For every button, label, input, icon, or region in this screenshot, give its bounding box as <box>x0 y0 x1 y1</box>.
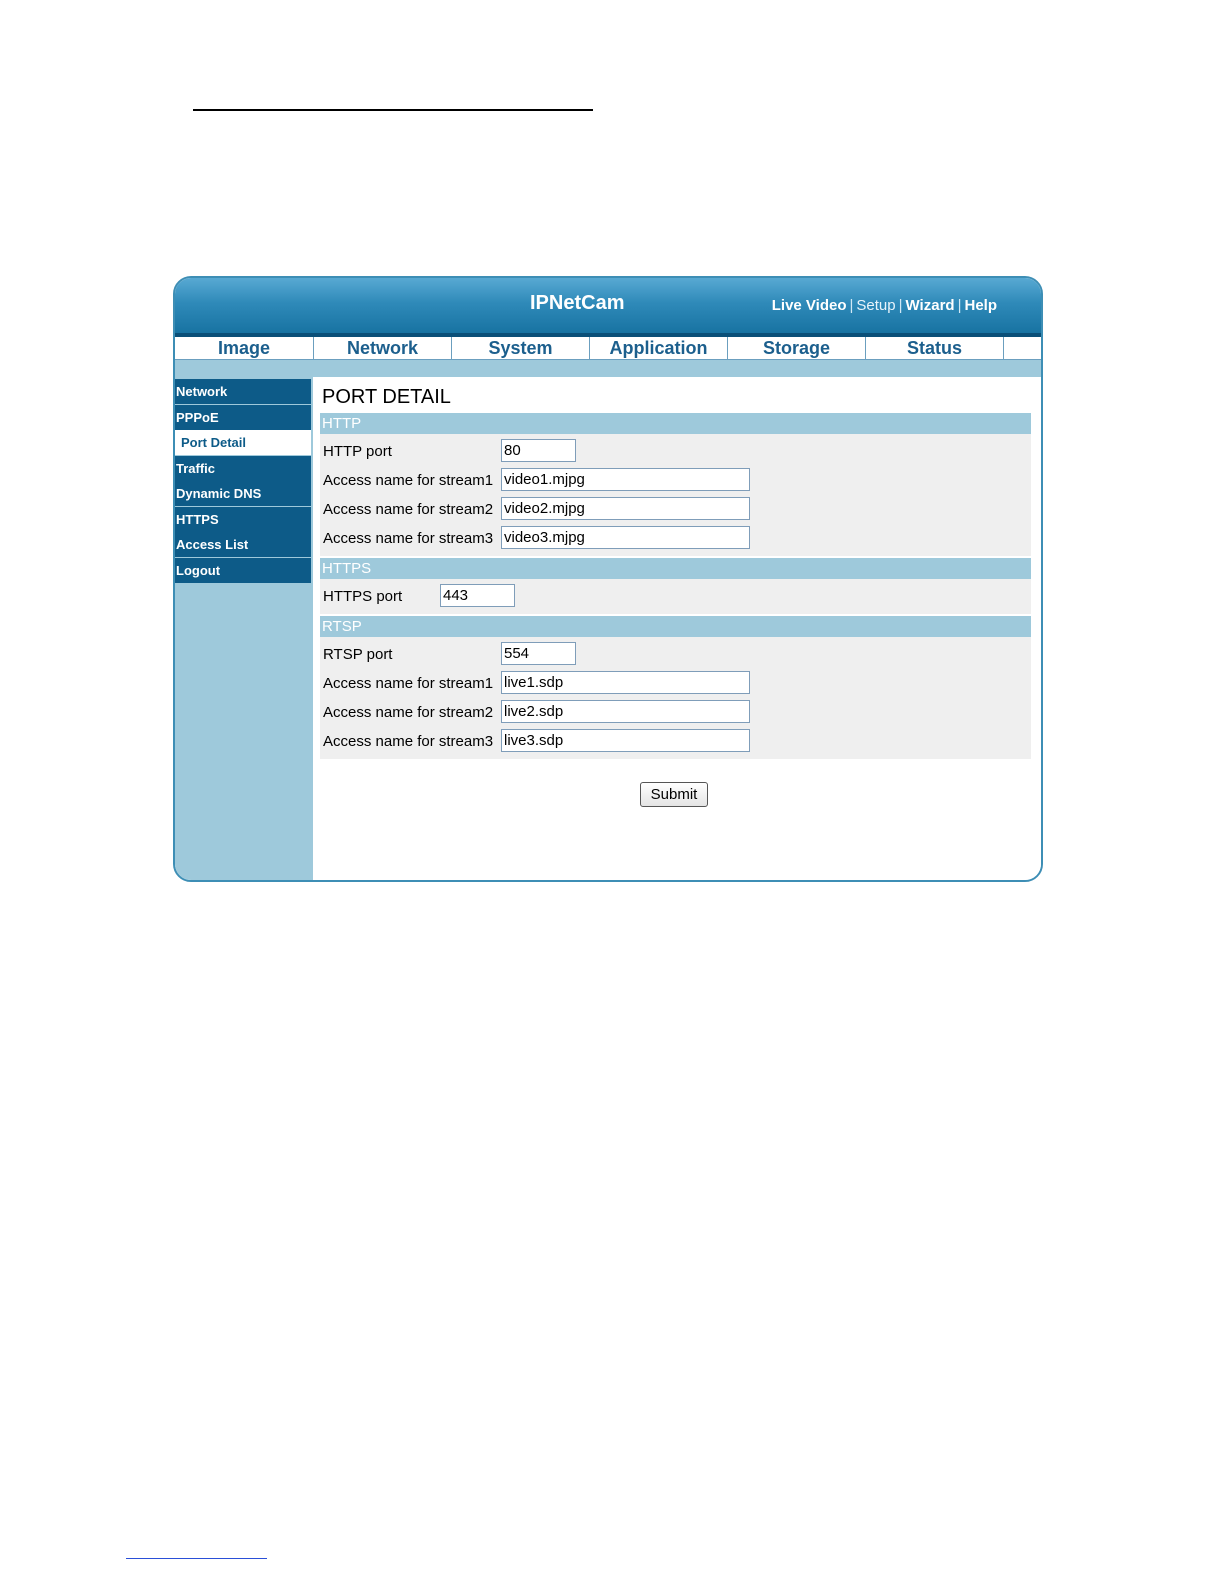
tab-system[interactable]: System <box>452 337 590 359</box>
http-port-input[interactable] <box>501 439 576 462</box>
document-footer-link-rule <box>126 1558 267 1559</box>
wizard-link[interactable]: Wizard <box>905 297 955 314</box>
link-separator: | <box>849 297 854 314</box>
https-port-input[interactable] <box>440 584 515 607</box>
http-stream1-label: Access name for stream1 <box>323 472 494 489</box>
http-stream2-input[interactable] <box>501 497 750 520</box>
https-section <box>320 579 1031 614</box>
http-stream2-label: Access name for stream2 <box>323 501 494 518</box>
http-stream1-input[interactable] <box>501 468 750 491</box>
header-bar <box>175 278 1041 333</box>
app-title: IPNetCam <box>530 292 625 314</box>
link-separator: | <box>957 297 962 314</box>
rtsp-stream3-label: Access name for stream3 <box>323 733 494 750</box>
sidebar <box>175 377 313 880</box>
https-port-label: HTTPS port <box>323 588 403 605</box>
sidebar-item-https[interactable]: HTTPS <box>175 507 311 532</box>
rtsp-section <box>320 637 1031 759</box>
link-separator: | <box>898 297 903 314</box>
rtsp-stream1-input[interactable] <box>501 671 750 694</box>
http-section-header: HTTP <box>320 413 1031 434</box>
sidebar-item-dynamic-dns[interactable]: Dynamic DNS <box>175 481 311 506</box>
live-video-link[interactable]: Live Video <box>771 297 847 314</box>
setup-link[interactable]: Setup <box>856 297 896 314</box>
sidebar-item-pppoe[interactable]: PPPoE <box>175 405 311 430</box>
main-tabs <box>175 337 1041 360</box>
tab-image[interactable]: Image <box>175 337 314 359</box>
sub-menu-bar <box>175 360 1041 377</box>
help-link[interactable]: Help <box>964 297 997 314</box>
top-links <box>772 297 997 314</box>
document-top-rule <box>193 109 593 111</box>
http-stream3-label: Access name for stream3 <box>323 530 494 547</box>
sidebar-item-port-detail[interactable]: Port Detail <box>175 430 311 455</box>
rtsp-stream2-input[interactable] <box>501 700 750 723</box>
rtsp-port-input[interactable] <box>501 642 576 665</box>
http-section <box>320 434 1031 556</box>
sidebar-item-network[interactable]: Network <box>175 379 311 404</box>
sidebar-item-access-list[interactable]: Access List <box>175 532 311 557</box>
https-section-header: HTTPS <box>320 558 1031 579</box>
submit-button[interactable]: Submit <box>640 782 708 807</box>
tab-application[interactable]: Application <box>590 337 728 359</box>
http-port-label: HTTP port <box>323 443 392 460</box>
http-stream3-input[interactable] <box>501 526 750 549</box>
tab-storage[interactable]: Storage <box>728 337 866 359</box>
rtsp-stream2-label: Access name for stream2 <box>323 704 494 721</box>
sidebar-item-logout[interactable]: Logout <box>175 558 311 583</box>
rtsp-stream3-input[interactable] <box>501 729 750 752</box>
camera-web-ui <box>173 276 1043 882</box>
tab-status[interactable]: Status <box>866 337 1004 359</box>
rtsp-port-label: RTSP port <box>323 646 393 663</box>
rtsp-section-header: RTSP <box>320 616 1031 637</box>
page-title: PORT DETAIL <box>322 386 451 408</box>
content-panel <box>313 377 1041 880</box>
tab-network[interactable]: Network <box>314 337 452 359</box>
sidebar-item-traffic[interactable]: Traffic <box>175 456 311 481</box>
rtsp-stream1-label: Access name for stream1 <box>323 675 494 692</box>
